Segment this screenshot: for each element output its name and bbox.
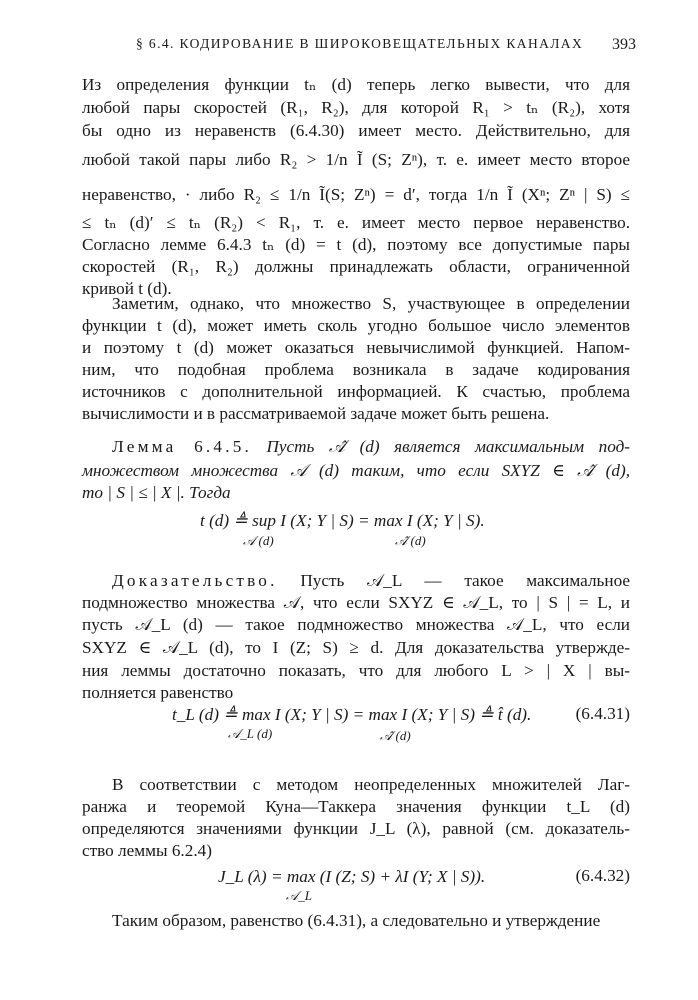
equation-subscript: 𝒜_L (286, 888, 313, 903)
proof-line: подмножество множества 𝒜, что если SXYZ ∈ 𝒜_L, то | S | = L, и (82, 593, 630, 612)
equation-subscript: 𝒜̂ (d) (380, 728, 411, 743)
text-line: ним, что подобная проблема возникала в задаче кодирования (82, 360, 630, 379)
text-line: любой пары скоростей (R₁, R₂), для которой R₁ > tₙ (R₂), хотя (82, 98, 630, 117)
text-line: ство леммы 6.2.4) (82, 841, 212, 860)
lemma-formula-subscript: 𝒜 (d) (243, 533, 274, 548)
proof-line: ния леммы достаточно показать, что для любого L > | X | вы- (82, 661, 630, 680)
proof-line: SXYZ ∈ 𝒜_L (d), то I (Z; S) ≥ d. Для доказательства утвержде- (82, 638, 630, 657)
text-line: Согласно лемме 6.4.3 tₙ (d) = t (d), поэтому все допустимые пары (82, 235, 630, 254)
text-line: кривой t (d). (82, 279, 172, 298)
text-line: вычислимости и в рассматриваемой задаче может быть решена. (82, 404, 550, 423)
equation-6-4-32: J_L (λ) = max (I (Z; S) + λI (Y; X | S)). (218, 867, 486, 886)
text-line: скоростей (R₁, R₂) должны принадлежать области, ограниченной (82, 257, 630, 276)
text-line: ранжа и теоремой Куна—Таккера значения функции t_L (d) (82, 797, 630, 816)
proof-first-line (112, 570, 630, 592)
text-line: бы одно из неравенств (6.4.30) имеет место. Действительно, для (82, 121, 630, 140)
equation-6-4-31: t_L (d) ≜ max I (X; Y | S) = max I (X; Y | S) ≜ t̂ (d). (172, 705, 532, 724)
proof-line: пусть 𝒜_L (d) — такое подмножество множества 𝒜_L, что если (82, 615, 630, 634)
lemma-formula-subscript: 𝒜̂ (d) (395, 533, 426, 548)
proof-text: Пусть 𝒜_L — такое максимальное (300, 571, 631, 590)
lemma-formula: t (d) ≜ sup I (X; Y | S) = max I (X; Y | S). (200, 511, 485, 530)
lemma-text: Пусть 𝒜̂ (d) является максимальным под- (266, 437, 630, 456)
text-line: Из определения функции tₙ (d) теперь легко вывести, что для (82, 75, 630, 94)
lemma-line: множеством множества 𝒜 (d) таким, что если SXYZ ∈ 𝒜̂ (d), (82, 461, 630, 480)
equation-number: (6.4.32) (575, 866, 630, 885)
text-line: неравенство, · либо R₂ ≤ 1/n Ĩ(S; Zⁿ) = d′, тогда 1/n Ĩ (Xⁿ; Zⁿ | S) ≤ (82, 185, 630, 204)
text-line: В соответствии с методом неопределенных множителей Лаг- (112, 775, 630, 794)
running-title: § 6.4. КОДИРОВАНИЕ В ШИРОКОВЕЩАТЕЛЬНЫХ КАНАЛАХ (136, 36, 584, 51)
lemma-line: то | S | ≤ | X |. Тогда (82, 483, 231, 502)
page-number: 393 (612, 36, 636, 53)
text-line: источников с дополнительной информацией. К счастью, проблема (82, 382, 630, 401)
equation-number: (6.4.31) (575, 704, 630, 723)
lemma-first-line (112, 436, 630, 458)
text-line: функции t (d), может иметь сколь угодно большое число элементов (82, 316, 630, 335)
running-header (96, 36, 636, 58)
text-line: ≤ tₙ (d)′ ≤ tₙ (R₂) < R₁, т. е. имеет место первое неравенство. (82, 213, 630, 232)
text-line: определяются значениями функции J_L (λ), равной (см. доказатель- (82, 819, 630, 838)
text-line: любой такой пары либо R₂ > 1/n Ĩ (S; Zⁿ), т. е. имеет место второе (82, 150, 630, 169)
equation-subscript: 𝒜_L (d) (228, 726, 273, 741)
lemma-label: Лемма 6.4.5. (112, 437, 252, 456)
text-line: Таким образом, равенство (6.4.31), а следовательно и утверждение (112, 911, 601, 930)
proof-line: полняется равенство (82, 683, 234, 702)
proof-label: Доказательство. (112, 571, 278, 590)
text-line: и поэтому t (d) может оказаться невычислимой функцией. Напом- (82, 338, 630, 357)
text-line: Заметим, однако, что множество S, участвующее в определении (112, 294, 630, 313)
